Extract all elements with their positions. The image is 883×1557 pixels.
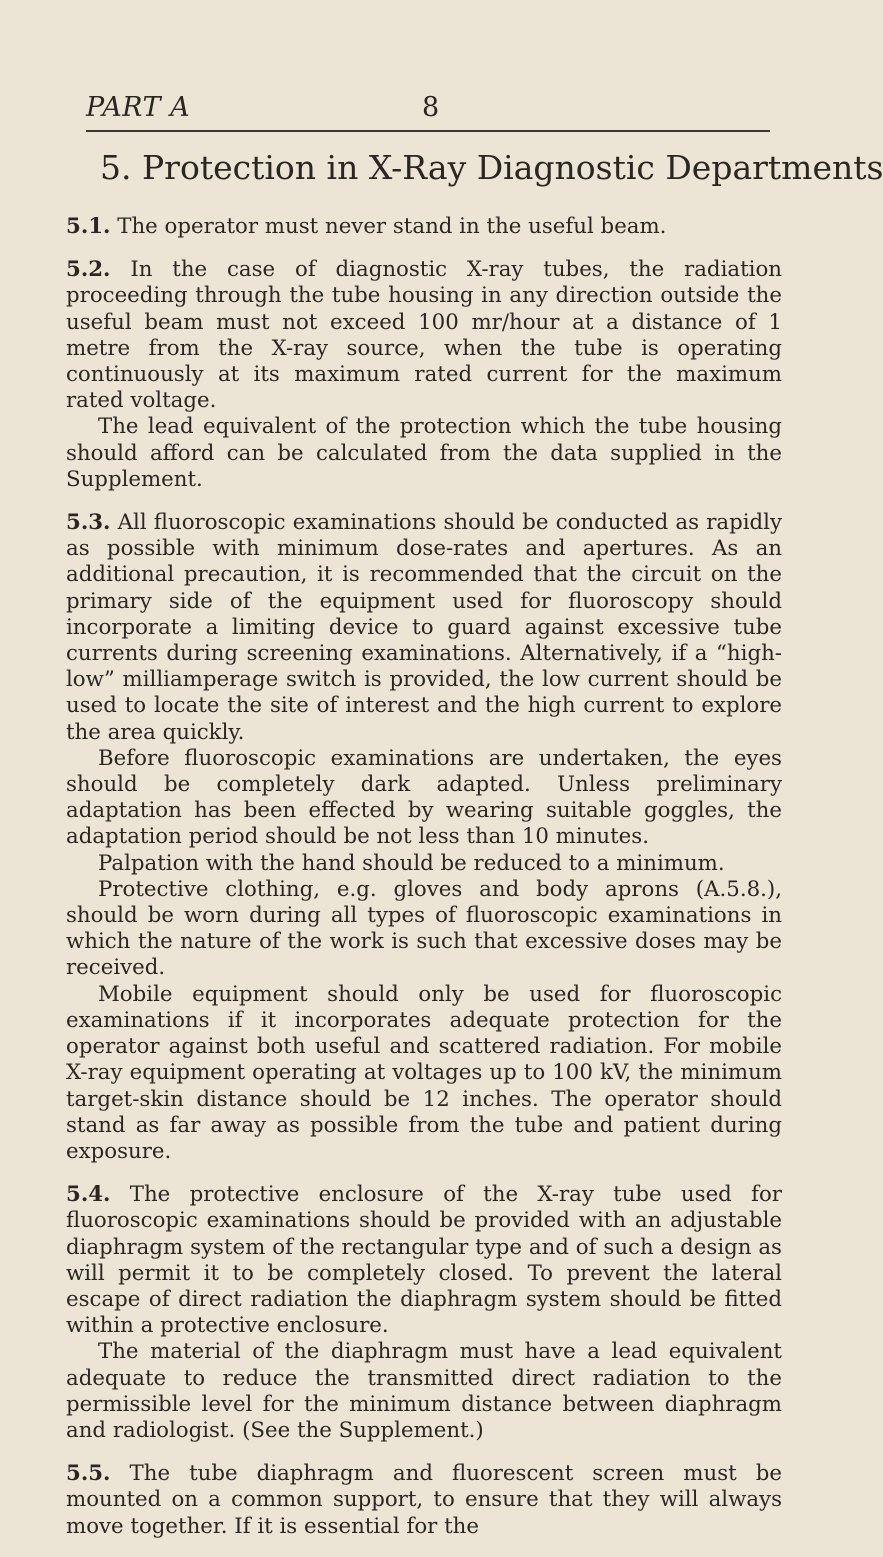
section-5-1-paragraph-1 (66, 214, 782, 240)
paragraph-text: Palpation with the hand should be reduced to a minimum. (98, 850, 725, 876)
running-head (86, 92, 770, 122)
section-5-5-paragraph-1 (66, 1461, 782, 1540)
section-number: 5.2. (66, 257, 111, 283)
section-number: 5.4. (66, 1182, 111, 1208)
section-5-4-paragraph-2 (66, 1339, 782, 1444)
section-5-2-paragraph-1 (66, 257, 782, 414)
section-number: 5.3. (66, 510, 111, 536)
section-5-3-paragraph-4 (66, 877, 782, 982)
section-5-2-paragraph-2 (66, 414, 782, 493)
paragraph-text: The material of the diaphragm must have a lead equivalent adequate to reduce the transmitted direct radiation to the permissible level for the minimum distance between diaphragm and radiologist. (See the Supplement.) (66, 1339, 782, 1443)
page-number: 8 (422, 92, 440, 123)
paragraph-text: Before fluoroscopic examinations are undertaken, the eyes should be completely dark adapted. Unless preliminary adaptation has been effected by wearing suitable goggles, the adaptation period should be not less than 10 minutes. (66, 745, 782, 850)
paragraph-text: The lead equivalent of the protection which the tube housing should afford can be calculated from the data supplied in the Supplement. (66, 414, 782, 492)
section-5-3-paragraph-3 (66, 851, 782, 877)
header-rule (86, 130, 770, 132)
chapter-title: 5. Protection in X-Ray Diagnostic Departments (100, 148, 883, 187)
section-5-3-paragraph-1 (66, 510, 782, 746)
section-number: 5.1. (66, 214, 111, 239)
paragraph-text: Protective clothing, e.g. gloves and body aprons (A.5.8.), should be worn during all types of fluoroscopic examinations in which the nature of the work is such that excessive doses may be received. (66, 876, 782, 981)
paragraph-text: The tube diaphragm and fluorescent screen must be mounted on a common support, to ensure that they will always move together. If it is essential for the (66, 1461, 782, 1539)
paragraph-text: The protective enclosure of the X-ray tube used for fluoroscopic examinations should be provided with an adjustable diaphragm system of the rectangular type and of such a design as will permit it to be completely closed. To prevent the lateral escape of direct radiation the diaphragm system should be fitted within a protective enclosure. (66, 1182, 782, 1339)
section-number: 5.5. (66, 1461, 111, 1487)
body-text (66, 214, 782, 1557)
paragraph-text: The operator must never stand in the useful beam. (117, 214, 667, 239)
section-5-4-paragraph-1 (66, 1182, 782, 1339)
part-label: PART A (86, 92, 191, 123)
section-5-3-paragraph-2 (66, 746, 782, 851)
paragraph-text: In the case of diagnostic X-ray tubes, the radiation proceeding through the tube housing in any direction outside the useful beam must not exceed 100 mr/hour at a distance of 1 metre from the X-ray source, when the tube is operating continuously at its maximum rated current for the maximum rated voltage. (66, 257, 782, 414)
section-5-3-paragraph-5 (66, 982, 782, 1165)
paragraph-text: All fluoroscopic examinations should be conducted as rapidly as possible with minimum dose-rates and apertures. As an additional precaution, it is recommended that the circuit on the primary side of the equipment used for fluoroscopy should incorporate a limiting device to guard against excessive tube currents during screening examinations. Alternatively, if a “high-low” milliamperage switch is provided, the low current should be used to locate the site of interest and the high current to explore the area quickly. (66, 510, 782, 745)
paragraph-text: Mobile equipment should only be used for fluoroscopic examinations if it incorporates adequate protection for the operator against both useful and scattered radiation. For mobile X-ray equipment operating at voltages up to 100 kV, the minimum target-skin distance should be 12 inches. The operator should stand as far away as possible from the tube and patient during exposure. (66, 981, 782, 1164)
